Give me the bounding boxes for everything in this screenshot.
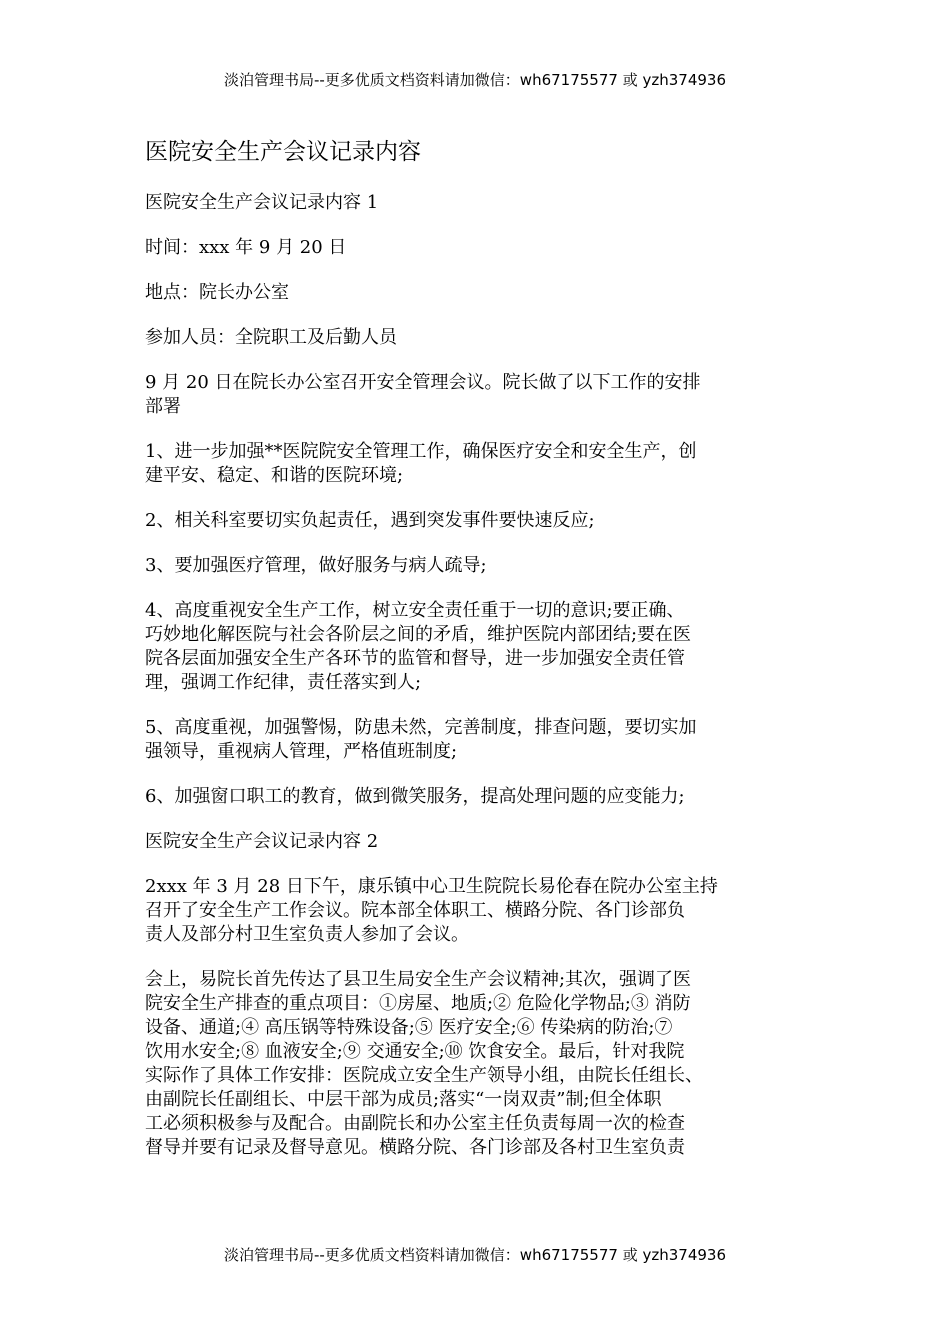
paragraph-section-2-body: 会上，易院长首先传达了县卫生局安全生产会议精神;其次，强调了医 院安全生产排查的重点项目：①房屋、地质;② 危险化学物品;③ 消防 设备、通道;④ 高压锅等特殊设备;⑤ 医疗安全;⑥ 传染病的防治;⑦ 饮用水安全;⑧ 血液安全;⑨ 交通安全;⑩ 饮食安全。最后，针对我院 实际作了具体工作安排：医院成立安全生产领导小组，由院长任组长、 由副院长任副组长、中层干部为成员;落实“一岗双责”制;但全体职 工必须积极参与及配合。由副院长和办公室主任负责每周一次的检查 督导并要有记录及督导意见。横路分院、各门诊部及各村卫生室负责 [145,969,703,1158]
paragraph-section-2-intro: 2xxx 年 3 月 28 日下午，康乐镇中心卫生院院长易伦春在院办公室主持 召开了安全生产工作会议。院本部全体职工、横路分院、各门诊部负 责人及部分村卫生室负责人参加了会议。 [145,876,718,945]
paragraph-attendees: 参加人员：全院职工及后勤人员 [145,327,397,348]
document-body [145,136,813,1181]
paragraph-item-1: 1、进一步加强**医院院安全管理工作，确保医疗安全和安全生产，创 建平安、稳定、和谐的医院环境; [145,441,697,486]
paragraph-item-4: 4、高度重视安全生产工作，树立安全责任重于一切的意识;要正确、 巧妙地化解医院与社会各阶层之间的矛盾，维护医院内部团结;要在医 院各层面加强安全生产各环节的监管和督导，进一步加强安全责任管 理，强调工作纪律，责任落实到人; [145,600,692,693]
document-title: 医院安全生产会议记录内容 [145,139,421,165]
paragraph-section-1-heading: 医院安全生产会议记录内容 1 [145,192,379,213]
page-header: 淡泊管理书局--更多优质文档资料请加微信：wh67175577 或 yzh374936 [223,71,726,89]
paragraph-section-2-heading: 医院安全生产会议记录内容 2 [145,831,379,852]
paragraph-item-6: 6、加强窗口职工的教育，做到微笑服务，提高处理问题的应变能力; [145,786,685,807]
paragraph-item-5: 5、高度重视，加强警惕，防患未然，完善制度，排查问题，要切实加 强领导，重视病人管理，严格值班制度; [145,717,697,762]
paragraph-item-3: 3、要加强医疗管理，做好服务与病人疏导; [145,555,487,576]
page-footer: 淡泊管理书局--更多优质文档资料请加微信：wh67175577 或 yzh374936 [223,1246,726,1264]
paragraph-time: 时间：xxx 年 9 月 20 日 [145,237,347,258]
paragraph-meeting-intro: 9 月 20 日在院长办公室召开安全管理会议。院长做了以下工作的安排 部署 [145,372,701,417]
paragraph-location: 地点：院长办公室 [145,282,289,303]
paragraph-item-2: 2、相关科室要切实负起责任，遇到突发事件要快速反应; [145,510,595,531]
